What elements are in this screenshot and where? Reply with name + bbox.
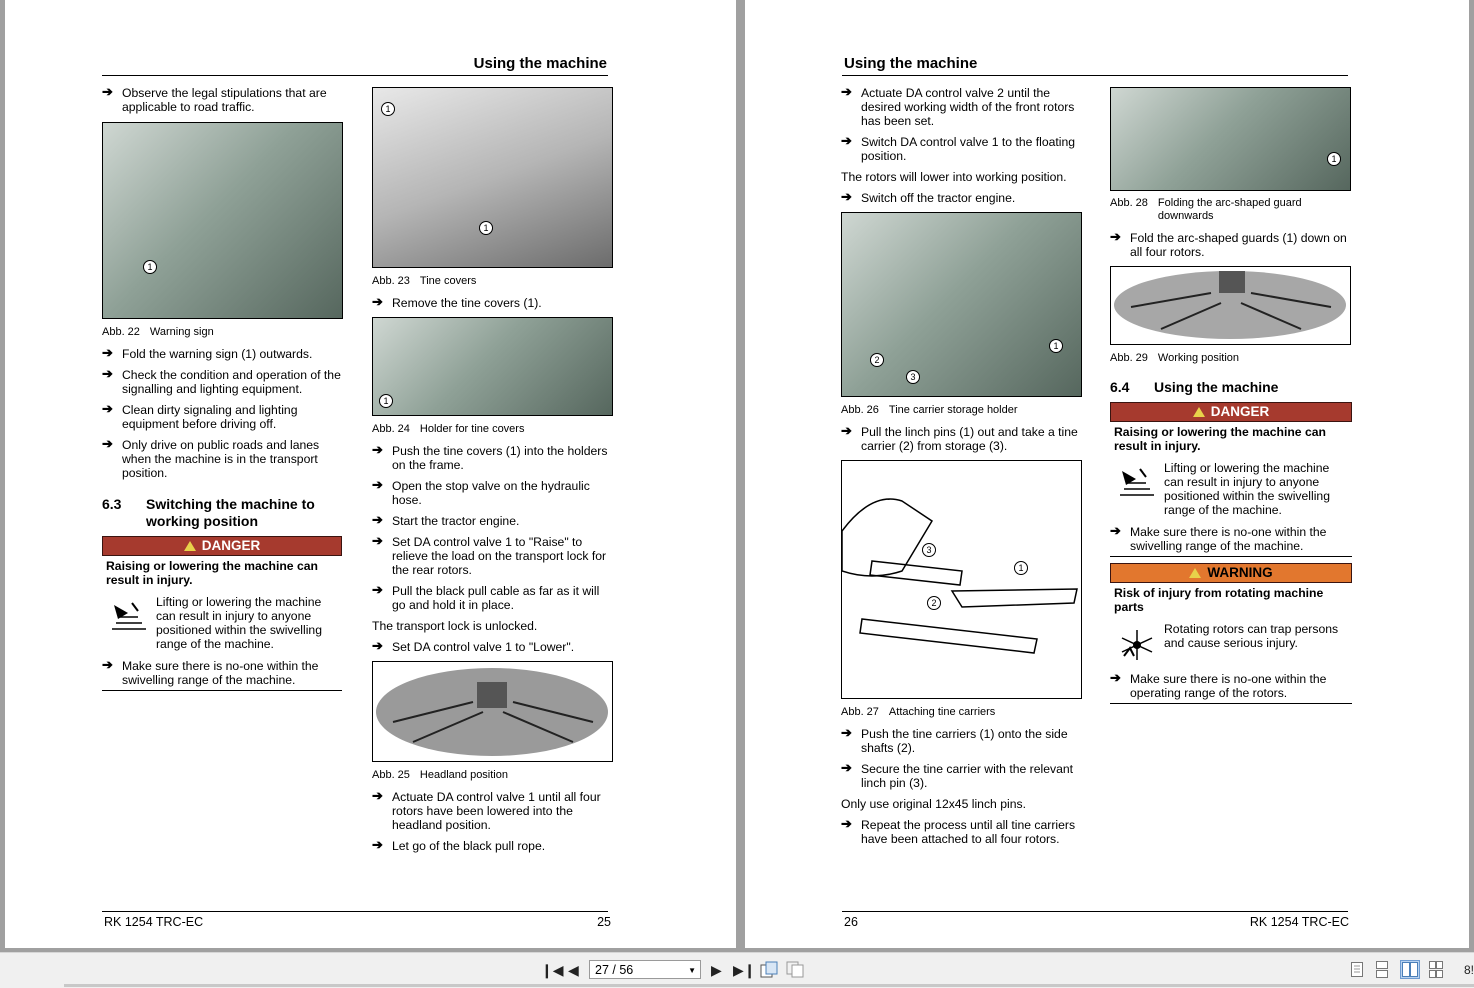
figure-26-image — [841, 212, 1082, 397]
page-header-title: Using the machine — [844, 55, 978, 72]
header-rule — [842, 75, 1348, 76]
list-item: ➔ Switch DA control valve 1 to the floating position. — [841, 133, 1076, 163]
warning-title: Risk of injury from rotating machine parts — [1114, 586, 1324, 614]
paragraph: The rotors will lower into working position. — [841, 170, 1067, 184]
arrow-icon: ➔ — [102, 84, 113, 99]
callout-1: 1 — [1327, 152, 1341, 166]
figure-25-caption: Abb. 25 Headland position — [372, 769, 508, 781]
figure-22-caption: Abb. 22 Warning sign — [102, 326, 214, 338]
danger-label: DANGER — [102, 536, 342, 556]
callout-2: 2 — [870, 353, 884, 367]
danger-title: Raising or lowering the machine can result in injury. — [1114, 425, 1326, 453]
arrow-icon: ➔ — [102, 345, 113, 360]
last-page-icon[interactable]: ▶❙ — [733, 962, 756, 978]
callout-1: 1 — [381, 102, 395, 116]
list-item: ➔ Switch off the tractor engine. — [841, 189, 1016, 205]
single-page-icon[interactable] — [1350, 961, 1364, 978]
header-rule — [102, 75, 608, 76]
arrow-icon: ➔ — [372, 638, 383, 653]
hazard-row: Rotating rotors can trap persons and cause serious injury. — [1110, 622, 1352, 664]
crush-hazard-icon — [102, 595, 156, 651]
arrow-icon: ➔ — [102, 657, 113, 672]
callout-1: 1 — [479, 221, 493, 235]
figure-24-image — [372, 317, 613, 416]
section-heading: 6.3 Switching the machine to working position — [102, 496, 315, 529]
footer-page-number: 26 — [844, 915, 858, 929]
list-item: ➔ Pull the linch pins (1) out and take a tine carrier (2) from storage (3). — [841, 423, 1078, 453]
arrow-icon: ➔ — [372, 442, 383, 457]
rotate-icon[interactable] — [760, 961, 778, 981]
first-page-icon[interactable]: ❙◀ — [541, 962, 564, 978]
list-item: ➔ Repeat the process until all tine carriers have been attached to all four rotors. — [841, 816, 1076, 846]
danger-block — [102, 536, 342, 691]
arrow-icon: ➔ — [102, 366, 113, 381]
hazard-row: Lifting or lowering the machine can result in injury to anyone positioned within the swivelling range of the machine. — [1110, 461, 1352, 517]
callout-1: 1 — [1049, 339, 1063, 353]
arrow-icon: ➔ — [372, 837, 383, 852]
list-item: ➔ Push the tine covers (1) into the holders on the frame. — [372, 442, 608, 472]
figure-22-image — [102, 122, 343, 319]
warning-triangle-icon — [184, 541, 196, 551]
figure-26-caption: Abb. 26 Tine carrier storage holder — [841, 404, 1018, 416]
paragraph: The transport lock is unlocked. — [372, 619, 538, 633]
arrow-icon: ➔ — [372, 512, 383, 527]
figure-25-image — [372, 661, 613, 762]
headland-photo-graphic — [373, 662, 612, 761]
chevron-down-icon[interactable]: ▼ — [688, 966, 696, 975]
list-item: ➔ Check the condition and operation of the signalling and lighting equipment. — [102, 366, 341, 396]
figure-23-caption: Abb. 23 Tine covers — [372, 275, 477, 287]
right-column-2 — [1110, 87, 1352, 704]
list-item: ➔ Open the stop valve on the hydraulic hose. — [372, 477, 590, 507]
arrow-icon: ➔ — [841, 725, 852, 740]
arrow-icon: ➔ — [841, 133, 852, 148]
footer-model: RK 1254 TRC-EC — [1249, 915, 1349, 929]
left-column-2 — [372, 87, 614, 860]
zoom-level[interactable]: 8! — [1464, 963, 1474, 977]
list-item: ➔ Clean dirty signaling and lighting equipment before driving off. — [102, 401, 298, 431]
callout-2: 2 — [927, 596, 941, 610]
arrow-icon: ➔ — [102, 436, 113, 451]
arrow-icon: ➔ — [372, 533, 383, 548]
arrow-icon: ➔ — [102, 401, 113, 416]
arrow-icon: ➔ — [372, 788, 383, 803]
rotor-hazard-icon — [1110, 622, 1164, 664]
list-item: ➔ Fold the warning sign (1) outwards. — [102, 345, 313, 361]
figure-29-caption: Abb. 29 Working position — [1110, 352, 1240, 364]
danger-block — [1110, 402, 1352, 557]
page-header-title: Using the machine — [473, 55, 607, 72]
left-column-1 — [102, 86, 342, 691]
warning-triangle-icon — [1193, 407, 1205, 417]
continuous-icon[interactable] — [1375, 961, 1389, 978]
document-page-right — [745, 0, 1469, 948]
figure-24-caption: Abb. 24 Holder for tine covers — [372, 423, 525, 435]
list-item: ➔ Only drive on public roads and lanes when the machine is in the transport position. — [102, 436, 320, 480]
list-item: ➔ Make sure there is no-one within the operating range of the rotors. — [1110, 670, 1327, 700]
arrow-icon: ➔ — [841, 189, 852, 204]
working-position-graphic — [1111, 267, 1350, 344]
arrow-icon: ➔ — [841, 423, 852, 438]
two-page-icon[interactable] — [1401, 961, 1419, 978]
list-item: ➔ Actuate DA control valve 2 until the desired working width of the front rotors has been set. — [841, 84, 1075, 128]
arrow-icon: ➔ — [1110, 670, 1121, 685]
callout-1: 1 — [1014, 561, 1028, 575]
list-item: ➔ Set DA control valve 1 to "Lower". — [372, 638, 575, 654]
arrow-icon: ➔ — [841, 760, 852, 775]
arrow-icon: ➔ — [372, 477, 383, 492]
list-item: ➔ Observe the legal stipulations that are applicable to road traffic. — [102, 84, 327, 114]
footer-page-number: 25 — [597, 915, 611, 929]
list-item: ➔ Push the tine carriers (1) onto the side shafts (2). — [841, 725, 1068, 755]
page-number-input[interactable]: 27 / 56 ▼ — [589, 960, 701, 979]
arrow-icon: ➔ — [841, 816, 852, 831]
copy-icon[interactable] — [786, 961, 804, 981]
list-item: ➔ Secure the tine carrier with the relevant linch pin (3). — [841, 760, 1074, 790]
footer-rule — [842, 911, 1348, 912]
paragraph: Only use original 12x45 linch pins. — [841, 797, 1026, 811]
figure-28-caption: Abb. 28 Folding the arc-shaped guard downwards — [1110, 197, 1302, 222]
arrow-icon: ➔ — [1110, 523, 1121, 538]
figure-27-caption: Abb. 27 Attaching tine carriers — [841, 706, 996, 718]
list-item: ➔ Pull the black pull cable as far as it will go and hold it in place. — [372, 582, 600, 612]
document-page-left — [5, 0, 736, 948]
arrow-icon: ➔ — [372, 582, 383, 597]
footer-rule — [102, 911, 608, 912]
hazard-row: Lifting or lowering the machine can result in injury to anyone positioned within the swivelling range of the machine. — [102, 595, 342, 651]
footer-model: RK 1254 TRC-EC — [104, 915, 204, 929]
arrow-icon: ➔ — [841, 84, 852, 99]
prev-page-icon[interactable]: ◀ — [568, 962, 579, 978]
list-item: ➔ Fold the arc-shaped guards (1) down on all four rotors. — [1110, 229, 1347, 259]
callout-1: 1 — [379, 394, 393, 408]
callout-1: 1 — [143, 260, 157, 274]
section-heading: 6.4 Using the machine — [1110, 379, 1279, 395]
arrow-icon: ➔ — [372, 294, 383, 309]
arrow-icon: ➔ — [1110, 229, 1121, 244]
figure-23-image — [372, 87, 613, 268]
list-item: ➔ Let go of the black pull rope. — [372, 837, 546, 853]
warning-triangle-icon — [1189, 568, 1201, 578]
viewer-toolbar — [0, 952, 1474, 988]
list-item: ➔ Make sure there is no-one within the swivelling range of the machine. — [102, 657, 319, 687]
figure-28-image — [1110, 87, 1351, 191]
list-item: ➔ Make sure there is no-one within the swivelling range of the machine. — [1110, 523, 1327, 553]
list-item: ➔ Start the tractor engine. — [372, 512, 520, 528]
next-page-icon[interactable]: ▶ — [711, 962, 722, 978]
two-page-continuous-icon[interactable] — [1428, 961, 1444, 978]
warning-label: WARNING — [1110, 563, 1352, 583]
figure-29-image — [1110, 266, 1351, 345]
danger-title: Raising or lowering the machine can result in injury. — [106, 559, 318, 587]
list-item: ➔ Actuate DA control valve 1 until all four rotors have been lowered into the headland position. — [372, 788, 601, 832]
tine-carrier-drawing — [842, 461, 1081, 698]
callout-3: 3 — [922, 543, 936, 557]
danger-label: DANGER — [1110, 402, 1352, 422]
callout-3: 3 — [906, 370, 920, 384]
crush-hazard-icon — [1110, 461, 1164, 517]
list-item: ➔ Remove the tine covers (1). — [372, 294, 542, 310]
warning-block — [1110, 563, 1352, 704]
right-column-1 — [841, 86, 1083, 853]
list-item: ➔ Set DA control valve 1 to "Raise" to relieve the load on the transport lock for the rear rotors. — [372, 533, 607, 577]
figure-27-image — [841, 460, 1082, 699]
